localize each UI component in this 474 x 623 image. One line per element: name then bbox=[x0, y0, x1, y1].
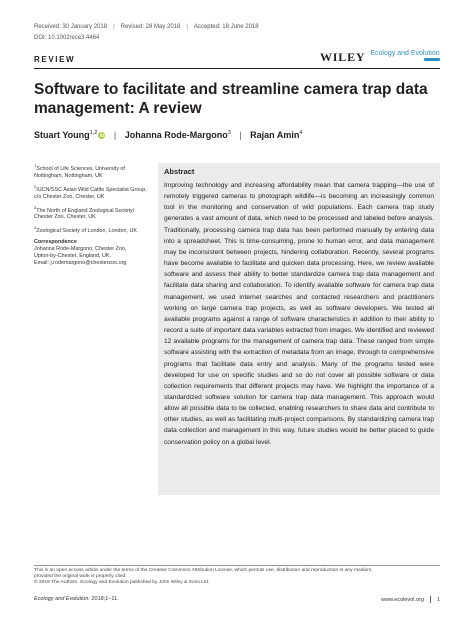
journal-brand bbox=[370, 50, 439, 61]
author-list bbox=[34, 130, 302, 140]
footer-rule bbox=[34, 565, 440, 566]
author-affil-ref: 1,2 bbox=[89, 130, 98, 136]
author-affil-ref: 4 bbox=[299, 130, 303, 136]
header-rule bbox=[34, 68, 440, 69]
correspondence-email[interactable]: Email: j.rodemargono@chesterzoo.org bbox=[34, 260, 127, 267]
citation bbox=[34, 596, 119, 602]
accepted-date: Accepted: 18 June 2018 bbox=[193, 24, 259, 30]
citation-details: 2018;1–11. bbox=[89, 596, 119, 602]
affiliation-text: School of Life Sciences, University of Nottingham, Nottingham, UK bbox=[34, 165, 125, 179]
affiliation-item bbox=[34, 224, 154, 235]
affiliation-number: 3 bbox=[34, 204, 37, 210]
date-separator: | bbox=[113, 24, 115, 30]
affiliation-text: The North of England Zoological Society/ Chester Zoo, Chester, UK bbox=[34, 207, 135, 221]
abstract-text: Improving technology and increasing affordability mean that camera trapping—the use of remotely triggered cameras to photograph wildlife—is becoming an increasingly common tool in the monitoring and conservation of wild populations. Each camera trap study generates a vast amount of data, which need to be processed and labeled before analysis. Traditionally, processing camera trap data has been performed manually by entering data into a spreadsheet. This is time-consuming, prone to human error, and data management may be inconsistent between projects, hindering collaboration. Recently, several programs have become available to facilitate and quicken data processing. Here, we review available software and assess their ability to better standardize camera trap data management and facilitate data sharing and collaboration. To identify available software for camera trap data management, we used internet searches and contacted researchers and practitioners working on large camera trap projects, as well as software developers. We tested all available programs against a range of software characteristics in addition to their ability to record a suite of important data variables extracted from images. We identified and reviewed 12 available programs for the management of camera trap data. These ranged from simple software assisting with the extraction of metadata from an image, through to comprehensive programs that facilitate data entry and analysis. Many of the programs tested were developed for use on specific studies and so do not cover all possible software or data collection requirements that different projects may have. We highlight the importance of a standardized software solution for camera trap data management. This approach would allow all possible data to be collected, enabling researchers to share data and contribute to other studies, as well as facilitating multi-project comparisons. By standardizing camera trap data collection and management in this way, future studies would be better placed to guide conservation policy on a global level. bbox=[164, 182, 434, 446]
wiley-wordmark: WILEY bbox=[320, 50, 366, 64]
affiliation-item bbox=[34, 183, 154, 201]
affiliations bbox=[34, 162, 154, 267]
author-name[interactable]: Stuart Young bbox=[34, 130, 90, 140]
publisher-logo bbox=[320, 50, 440, 65]
author-affil-ref: 3 bbox=[227, 130, 231, 136]
open-access-badge-icon bbox=[424, 58, 440, 61]
abstract-heading: Abstract bbox=[164, 167, 195, 176]
affiliation-number: 2 bbox=[34, 183, 37, 189]
journal-name: Ecology and Evolution bbox=[370, 50, 440, 57]
article-dates bbox=[34, 24, 259, 30]
affiliation-text: Zoological Society of London, London, UK bbox=[36, 228, 137, 235]
license-line: provided the original work is properly cited. bbox=[34, 574, 127, 580]
affiliation-number: 1 bbox=[34, 163, 37, 168]
license-line: This is an open access article under the terms of the Creative Commons Attribution License, which permits use, distribution and reproduction in any medium, bbox=[34, 568, 373, 573]
author-name[interactable]: Rajan Amin bbox=[250, 130, 300, 140]
revised-date: Revised: 28 May 2018 bbox=[120, 24, 181, 30]
citation-journal: Ecology and Evolution. bbox=[34, 596, 90, 602]
correspondence-label: Correspondence bbox=[34, 239, 77, 246]
doi-link[interactable]: DOI: 10.1002/ece3.4464 bbox=[34, 35, 100, 41]
journal-website-link[interactable]: www.ecolevol.org bbox=[381, 596, 424, 603]
footer-right bbox=[381, 596, 440, 603]
correspondence-line: Johanna Rode-Margono, Chester Zoo, bbox=[34, 246, 127, 253]
license-notice bbox=[34, 568, 444, 587]
article-title: Software to facilitate and streamline camera trap data management: A review bbox=[34, 81, 428, 117]
affiliation-item bbox=[34, 204, 154, 222]
date-separator: | bbox=[186, 24, 188, 30]
affiliation-number: 4 bbox=[34, 225, 37, 231]
copyright-line: © 2018 The Authors. Ecology and Evolution published by John Wiley & Sons Ltd. bbox=[34, 580, 210, 586]
abstract-box bbox=[158, 163, 440, 495]
author-separator: | bbox=[113, 130, 117, 140]
footer-divider bbox=[430, 596, 431, 603]
orcid-icon[interactable]: iD bbox=[99, 133, 105, 138]
section-label: REVIEW bbox=[34, 55, 76, 64]
author-separator: | bbox=[239, 130, 242, 140]
received-date: Received: 30 January 2018 bbox=[34, 24, 108, 30]
page-number: 1 bbox=[436, 596, 440, 603]
correspondence-line: Upton-by-Chester, England, UK. bbox=[34, 253, 112, 260]
author-name[interactable]: Johanna Rode-Margono bbox=[124, 130, 228, 140]
affiliation-text: IUCN/SSC Asian Wild Cattle Specialist Group, c/o Chester Zoo, Chester, UK bbox=[34, 186, 147, 200]
affiliation-item bbox=[34, 162, 154, 180]
